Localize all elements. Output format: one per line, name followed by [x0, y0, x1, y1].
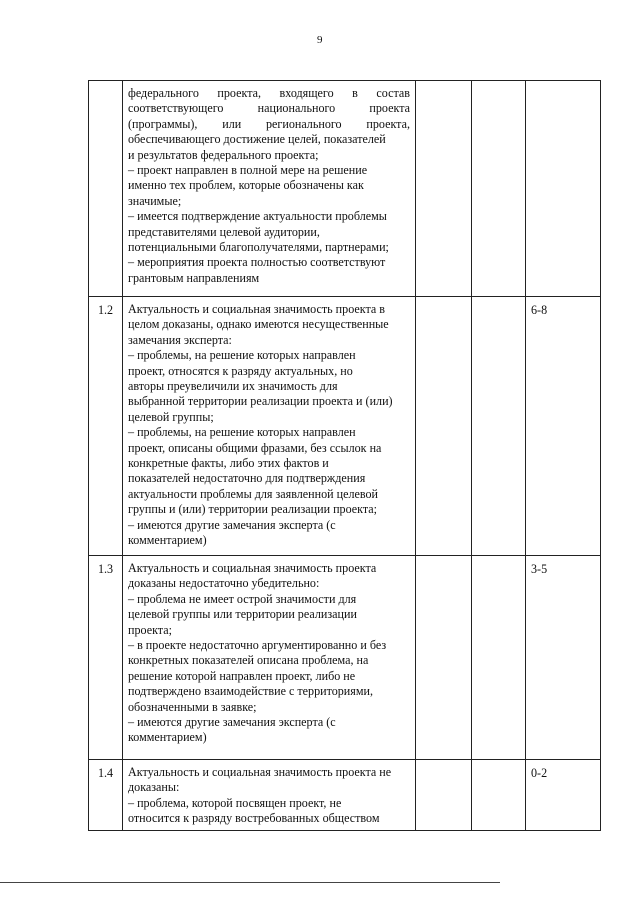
description-line: грантовым направлениям	[128, 270, 260, 285]
empty-cell	[472, 81, 526, 297]
score-range: 3-5	[526, 556, 601, 760]
description-line: – имеется подтверждение актуальности проблемы	[128, 209, 387, 224]
description-line: комментарием)	[128, 533, 207, 548]
empty-cell	[416, 297, 472, 556]
description-line: соответствующего национального проекта	[128, 101, 410, 116]
description-line: Актуальность и социальная значимость проекта в	[128, 302, 386, 316]
table-row	[89, 297, 601, 556]
description-line: – мероприятия проекта полностью соответствуют	[128, 255, 386, 270]
criterion-number: 1.4	[89, 760, 123, 831]
description-line: относится к разряду востребованных обществом	[128, 811, 380, 826]
description-line: целевой группы;	[128, 409, 214, 424]
description-line: целом доказаны, однако имеются несущественные	[128, 317, 389, 332]
criterion-description	[123, 297, 416, 556]
description-line: – в проекте недостаточно аргументированно и без	[128, 638, 387, 653]
description-line: – проблемы, на решение которых направлен	[128, 348, 356, 363]
criterion-number: 1.2	[89, 297, 123, 556]
description-line: представителями целевой аудитории,	[128, 224, 320, 239]
description-line: подтверждено взаимодействие с территориями,	[128, 684, 373, 699]
description-line: проекта;	[128, 622, 172, 637]
description-line: обеспечивающего достижение целей, показателей	[128, 132, 386, 147]
description-line: значимые;	[128, 193, 182, 208]
table-row	[89, 556, 601, 760]
criterion-description	[123, 81, 416, 297]
criteria-table-body	[89, 81, 601, 831]
description-line: обозначенными в заявке;	[128, 699, 257, 714]
description-line: доказаны:	[128, 780, 180, 795]
description-line: конкретные факты, либо этих фактов и	[128, 456, 329, 471]
description-line: Актуальность и социальная значимость проекта не	[128, 765, 392, 779]
table-row	[89, 81, 601, 297]
description-line: – имеются другие замечания эксперта (с	[128, 715, 336, 730]
description-line: проект, относятся к разряду актуальных, но	[128, 363, 353, 378]
description-line: – проблема не имеет острой значимости для	[128, 591, 357, 606]
description-line: федерального проекта, входящего в состав	[128, 86, 410, 100]
description-line: – проблемы, на решение которых направлен	[128, 425, 356, 440]
description-line: Актуальность и социальная значимость проекта	[128, 561, 377, 575]
description-line: и результатов федерального проекта;	[128, 147, 319, 162]
page-number: 9	[317, 34, 323, 46]
description-line: конкретных показателей описана проблема, на	[128, 653, 369, 668]
score-range	[526, 81, 601, 297]
criterion-description	[123, 760, 416, 831]
score-range: 0-2	[526, 760, 601, 831]
empty-cell	[472, 760, 526, 831]
description-line: потенциальными благополучателями, партнерами;	[128, 240, 389, 255]
description-line: – имеются другие замечания эксперта (с	[128, 517, 336, 532]
table-row	[89, 760, 601, 831]
footer-divider	[0, 882, 500, 883]
description-line: показателей недостаточно для подтверждения	[128, 471, 366, 486]
description-line: (программы), или регионального проекта,	[128, 116, 410, 131]
empty-cell	[472, 297, 526, 556]
description-line: выбранной территории реализации проекта и (или)	[128, 394, 393, 409]
description-line: авторы преувеличили их значимость для	[128, 379, 338, 394]
description-line: замечания эксперта:	[128, 332, 232, 347]
criterion-number	[89, 81, 123, 297]
criterion-number: 1.3	[89, 556, 123, 760]
criteria-table	[88, 80, 601, 831]
description-line: целевой группы или территории реализации	[128, 607, 357, 622]
description-line: группы и (или) территории реализации проекта;	[128, 502, 378, 517]
description-line: доказаны недостаточно убедительно:	[128, 576, 320, 591]
description-line: комментарием)	[128, 730, 207, 745]
criterion-description	[123, 556, 416, 760]
description-line: решение которой направлен проект, либо не	[128, 668, 356, 683]
description-line: проект, описаны общими фразами, без ссылок на	[128, 440, 382, 455]
empty-cell	[416, 81, 472, 297]
empty-cell	[416, 760, 472, 831]
score-range: 6-8	[526, 297, 601, 556]
empty-cell	[416, 556, 472, 760]
empty-cell	[472, 556, 526, 760]
description-line: актуальности проблемы для заявленной целевой	[128, 486, 379, 501]
description-line: именно тех проблем, которые обозначены как	[128, 178, 364, 193]
description-line: – проблема, которой посвящен проект, не	[128, 795, 342, 810]
description-line: – проект направлен в полной мере на решение	[128, 163, 368, 178]
